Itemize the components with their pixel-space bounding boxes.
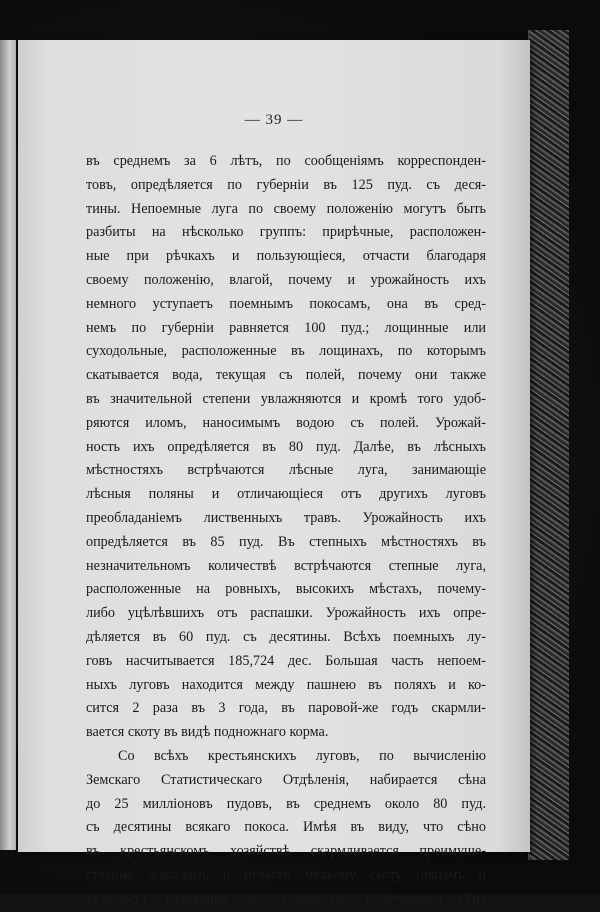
text-line: ныхъ луговъ находится между пашнею въ поляхъ и ко- (86, 676, 486, 693)
text-line: до 25 милліоновъ пудовъ, въ среднемъ около 80 пуд. (86, 795, 486, 812)
text-line: тины. Непоемные луга по своему положенію могутъ быть (86, 200, 486, 217)
text-line: сится 2 раза въ 3 года, въ паровой-же годъ скармли- (86, 700, 486, 717)
text-line: незначительномъ количествѣ встрѣчаются степные луга, (86, 557, 486, 574)
text-line: преобладаніемъ лиственныхъ травъ. Урожайность ихъ (86, 509, 486, 526)
text-line: лѣсныя поляны и отличающіеся отъ другихъ луговъ (86, 486, 486, 503)
text-line: мѣстностяхъ встрѣчаются лѣсные луга, занимающіе (86, 462, 486, 479)
text-line: разбиты на нѣсколько группъ: прирѣчные, расположен- (86, 224, 486, 241)
text-line: товъ, опредѣляется по губерніи въ 125 пуд. съ деся- (86, 176, 486, 193)
text-line: Земскаго Статистическаго Отдѣленія, набирается сѣна (86, 771, 486, 788)
text-line: телятамъ), раздѣлимъ все количество получаемаго сѣна (86, 890, 486, 907)
left-page-edge (0, 40, 16, 850)
text-line: говъ насчитывается 185,724 дес. Большая часть непоем- (86, 652, 486, 669)
text-line: Со всѣхъ крестьянскихъ луговъ, по вычисленію (118, 747, 486, 764)
text-line: суходольные, расположенные въ лощинахъ, по которымъ (86, 343, 486, 360)
text-line: своему положенію, влагой, почему и урожайность ихъ (86, 271, 486, 288)
page-number: — 39 — (244, 112, 304, 128)
text-line: скатывается вода, текущая съ полей, почему они также (86, 367, 486, 384)
book-cover-edge (528, 30, 569, 860)
text-line: ряются иломъ, наносимымъ водою съ полей. Урожай- (86, 414, 486, 431)
book-page (18, 40, 530, 907)
text-line: въ среднемъ за 6 лѣтъ, по сообщеніямъ корреспонден- (86, 153, 486, 169)
paragraph (86, 745, 486, 912)
text-line: расположенные на ровныхъ, высокихъ мѣстахъ, почему- (86, 581, 486, 598)
paragraph (86, 150, 486, 745)
text-line: немного уступаетъ поемнымъ покосамъ, она въ сред- (86, 295, 486, 312)
text-line: либо уцѣлѣвшихъ отъ распашки. Урожайность ихъ опре- (86, 605, 486, 622)
text-line: съ десятины всякаго покоса. Имѣя въ виду, что сѣно (86, 819, 486, 836)
paragraphs (86, 150, 486, 912)
text-line: ность ихъ опредѣляется въ 80 пуд. Далѣе, въ лѣсныхъ (86, 438, 486, 455)
text-line: дѣляется въ 60 пуд. съ десятины. Всѣхъ поемныхъ лу- (86, 628, 486, 645)
page-text (86, 150, 486, 912)
text-line: опредѣляется въ 85 пуд. Въ степныхъ мѣстностяхъ въ (86, 533, 486, 550)
text-line: ственно лошадямъ и отчасти мелкому скоту (овцамъ и (86, 866, 486, 883)
text-line: немъ по губерніи равняется 100 пуд.; лощинные или (86, 319, 486, 336)
text-line: ные при рѣчкахъ и пользующіеся, отчасти благодаря (86, 248, 486, 265)
text-line: въ значительной степени увлажняются и кромѣ того удоб- (86, 390, 486, 407)
text-line: въ крестьянскомъ хозяйствѣ скармливается преимуще- (86, 843, 486, 860)
text-line: вается скоту въ видѣ подножнаго корма. (86, 724, 329, 741)
